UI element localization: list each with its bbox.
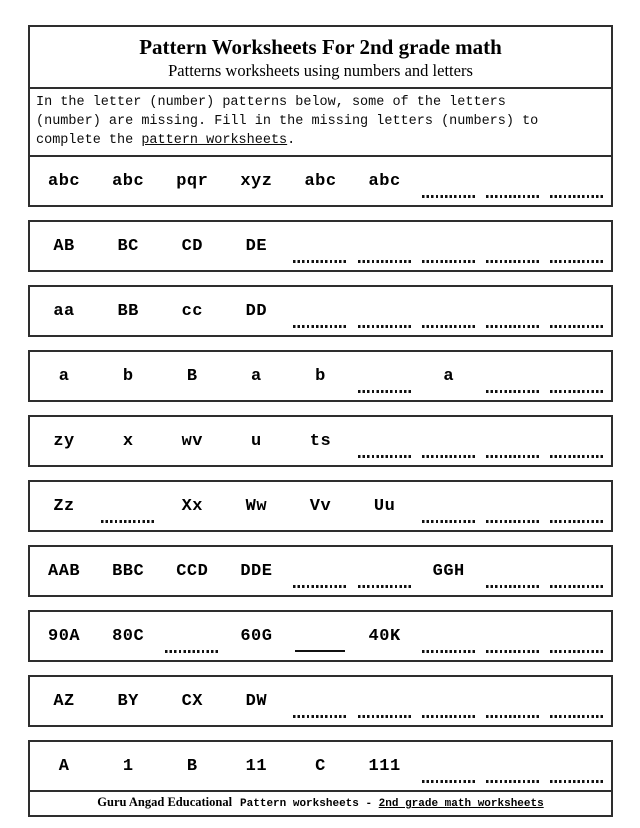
answer-blank-dotted-line (550, 455, 604, 458)
pattern-item: 90A (48, 626, 81, 646)
pattern-item: aa (53, 301, 75, 321)
pattern-row (28, 285, 613, 337)
pattern-item: a (251, 366, 262, 386)
answer-blank (486, 389, 540, 393)
pattern-item: GGH (432, 561, 465, 581)
pattern-row-grid (30, 287, 611, 335)
answer-blank-dotted-line (293, 260, 347, 263)
worksheet-content (28, 25, 613, 817)
answer-blank-dotted-line (358, 260, 412, 263)
pattern-item: DDE (240, 561, 273, 581)
answer-blank-dotted-line (486, 715, 540, 718)
pattern-item: AZ (53, 691, 75, 711)
answer-blank (358, 454, 412, 458)
pattern-item: ts (309, 431, 332, 451)
answer-blank-dotted-line (550, 520, 604, 523)
answer-blank (422, 779, 476, 783)
answer-blank (422, 194, 476, 198)
pattern-item: Vv (309, 496, 332, 516)
answer-blank (486, 519, 540, 523)
instructions-line3-suffix: . (287, 133, 296, 148)
pattern-item: DE (245, 236, 268, 256)
answer-blank-dotted-line (422, 780, 476, 783)
pattern-rows (28, 220, 613, 792)
answer-blank-dotted-line (293, 325, 347, 328)
pattern-row (28, 480, 613, 532)
answer-blank-dotted-line (358, 325, 412, 328)
pattern-item: abc (304, 171, 337, 191)
answer-blank-dotted-line (550, 650, 604, 653)
answer-blank-dotted-line (358, 455, 412, 458)
pattern-item: wv (181, 431, 203, 451)
answer-blank-dotted-line (550, 260, 604, 263)
answer-blank (293, 259, 347, 263)
answer-blank-dotted-line (358, 585, 412, 588)
answer-blank (422, 714, 476, 718)
answer-blank (486, 649, 540, 653)
answer-blank (165, 649, 219, 653)
answer-blank (486, 259, 540, 263)
pattern-row (28, 610, 613, 662)
answer-blank-dotted-line (550, 715, 604, 718)
pattern-row (28, 675, 613, 727)
answer-blank-dotted-line (101, 520, 155, 523)
pattern-row-grid (30, 157, 611, 205)
answer-blank-dotted-line (486, 455, 540, 458)
answer-blank-dotted-line (293, 585, 347, 588)
instructions-line1: In the letter (number) patterns below, some of the letters (36, 95, 506, 110)
answer-blank-dotted-line (422, 715, 476, 718)
answer-blank (550, 259, 604, 263)
pattern-item: 11 (245, 756, 268, 776)
answer-blank-dotted-line (550, 585, 604, 588)
answer-blank (550, 194, 604, 198)
answer-blank-dotted-line (422, 325, 476, 328)
pattern-item: BBC (112, 561, 145, 581)
answer-blank (101, 519, 155, 523)
answer-blank-dotted-line (550, 195, 604, 198)
pattern-item: 1 (122, 756, 134, 776)
pattern-item: Xx (181, 496, 203, 516)
answer-blank (486, 324, 540, 328)
title-section (30, 27, 611, 87)
pattern-row-grid (30, 352, 611, 400)
pattern-item: a (443, 366, 455, 386)
pattern-item: b (122, 366, 134, 386)
pattern-item: xyz (240, 171, 273, 191)
pattern-row (28, 740, 613, 792)
pattern-item: A (58, 756, 70, 776)
pattern-row (28, 350, 613, 402)
answer-blank-dotted-line (486, 780, 540, 783)
page-subtitle: Patterns worksheets using numbers and letters (168, 61, 473, 80)
answer-blank-dotted-line (550, 780, 604, 783)
pattern-item: B (186, 366, 198, 386)
answer-blank-dotted-line (293, 715, 347, 718)
pattern-item: u (251, 431, 262, 451)
pattern-item: abc (368, 171, 401, 191)
pattern-item: pqr (176, 171, 209, 191)
answer-blank (486, 779, 540, 783)
answer-blank-dotted-line (422, 520, 476, 523)
answer-blank-dotted-line (550, 390, 604, 393)
pattern-item: BB (117, 301, 139, 321)
answer-blank (358, 324, 412, 328)
pattern-item: 111 (368, 756, 401, 776)
answer-blank (550, 454, 604, 458)
pattern-row (28, 220, 613, 272)
pattern-row-grid (30, 417, 611, 465)
footer-brand: Guru Angad Educational (97, 795, 233, 809)
pattern-item: Zz (53, 496, 75, 516)
answer-blank (550, 584, 604, 588)
answer-blank (293, 714, 347, 718)
answer-blank-dotted-line (486, 650, 540, 653)
pattern-item: BY (117, 691, 139, 711)
answer-blank-dotted-line (486, 325, 540, 328)
pattern-item: C (315, 756, 326, 776)
answer-blank (358, 714, 412, 718)
answer-blank (422, 259, 476, 263)
pattern-row (28, 545, 613, 597)
pattern-item: 40K (368, 626, 401, 646)
worksheet-header-box (28, 25, 613, 207)
pattern-item: a (58, 366, 70, 386)
answer-blank (293, 584, 347, 588)
pattern-item: cc (181, 301, 203, 321)
answer-blank-dotted-line (358, 715, 412, 718)
pattern-item: b (315, 366, 326, 386)
answer-blank (550, 324, 604, 328)
answer-blank (295, 649, 345, 653)
answer-blank-dotted-line (486, 260, 540, 263)
answer-blank-dotted-line (358, 390, 412, 393)
pattern-row-grid (30, 547, 611, 595)
answer-blank-dotted-line (422, 650, 476, 653)
pattern-item: DW (245, 691, 268, 711)
answer-blank (486, 714, 540, 718)
pattern-item: abc (112, 171, 145, 191)
answer-blank (358, 389, 412, 393)
footer-link[interactable]: 2nd grade math worksheets (378, 798, 544, 810)
answer-blank-solid-line (295, 650, 345, 652)
answer-blank-dotted-line (486, 195, 540, 198)
instructions-line3-prefix: complete the (36, 133, 142, 148)
footer-label: Pattern worksheets - (240, 798, 379, 810)
pattern-item: Ww (245, 496, 268, 516)
pattern-item: CD (181, 236, 203, 256)
answer-blank (550, 389, 604, 393)
pattern-item: AB (53, 236, 75, 256)
intro-pattern-row (30, 157, 611, 205)
answer-blank-dotted-line (422, 455, 476, 458)
pattern-item: CX (181, 691, 203, 711)
answer-blank (486, 454, 540, 458)
pattern-row-grid (30, 742, 611, 790)
answer-blank (550, 714, 604, 718)
answer-blank-dotted-line (486, 585, 540, 588)
answer-blank (358, 584, 412, 588)
pattern-item: CCD (176, 561, 209, 581)
pattern-item: 80C (112, 626, 145, 646)
pattern-row (28, 415, 613, 467)
answer-blank (550, 649, 604, 653)
answer-blank-dotted-line (165, 650, 219, 653)
answer-blank (550, 519, 604, 523)
answer-blank (422, 649, 476, 653)
pattern-item: B (186, 756, 198, 776)
answer-blank-dotted-line (422, 195, 476, 198)
pattern-row-grid (30, 482, 611, 530)
answer-blank-dotted-line (486, 520, 540, 523)
pattern-row-grid (30, 677, 611, 725)
answer-blank-dotted-line (422, 260, 476, 263)
pattern-item: DD (245, 301, 268, 321)
pattern-item: x (122, 431, 134, 451)
footer (28, 790, 613, 817)
answer-blank (422, 324, 476, 328)
answer-blank (422, 454, 476, 458)
answer-blank (550, 779, 604, 783)
instructions-line2: (number) are missing. Fill in the missing letters (numbers) to (36, 114, 539, 129)
answer-blank (486, 194, 540, 198)
pattern-item: AAB (48, 561, 81, 581)
answer-blank (293, 324, 347, 328)
pattern-item: abc (48, 171, 81, 191)
page-title: Pattern Worksheets For 2nd grade math (139, 35, 502, 59)
pattern-item: BC (117, 236, 139, 256)
pattern-item: Uu (373, 496, 396, 516)
pattern-item: 60G (240, 626, 273, 646)
pattern-worksheets-link[interactable]: pattern worksheets (141, 133, 288, 148)
pattern-item: zy (53, 431, 75, 451)
pattern-row-grid (30, 612, 611, 660)
pattern-row-grid (30, 222, 611, 270)
answer-blank (486, 584, 540, 588)
answer-blank-dotted-line (550, 325, 604, 328)
instructions (30, 87, 611, 157)
answer-blank (358, 259, 412, 263)
answer-blank-dotted-line (486, 390, 540, 393)
answer-blank (422, 519, 476, 523)
